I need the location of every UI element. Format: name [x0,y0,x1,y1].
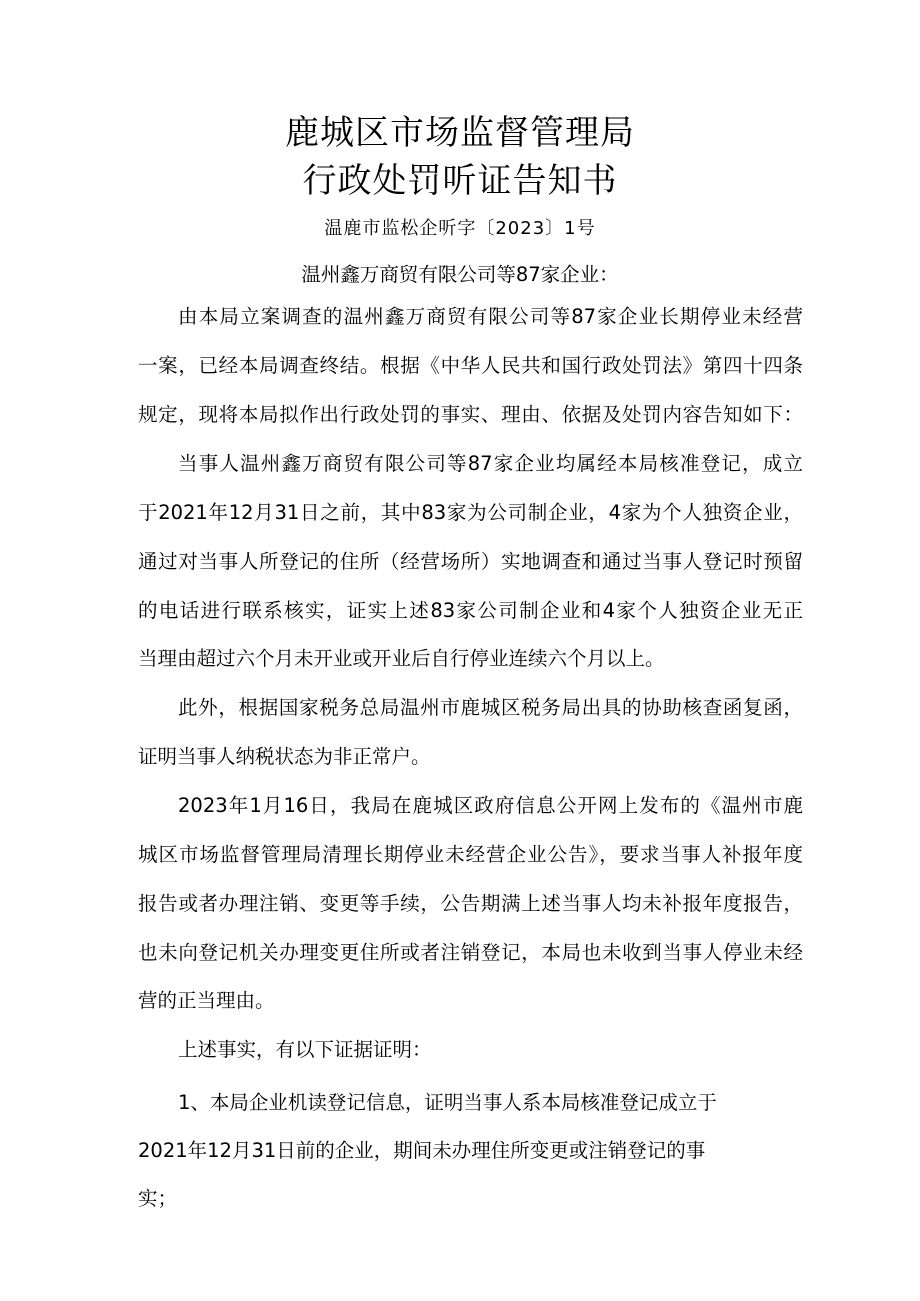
salutation: 温州鑫万商贸有限公司等87家企业： [301,263,619,286]
paragraph-line: 营的正当理由。 [138,989,275,1012]
evidence-item-line: 1、本局企业机读登记信息，证明当事人系本局核准登记成立于 [178,1091,717,1114]
paragraph-line: 也未向登记机关办理变更住所或者注销登记，本局也未收到当事人停业未经 [138,941,803,964]
paragraph-line: 通过对当事人所登记的住所（经营场所）实地调查和通过当事人登记时预留 [138,550,803,573]
paragraph-line: 当理由超过六个月未开业或开业后自行停业连续六个月以上。 [138,647,665,670]
document-title-line-1: 鹿城区市场监督管理局 [285,113,635,153]
paragraph-line: 于2021年12月31日之前，其中83家为公司制企业，4家为个人独资企业， [138,501,803,524]
evidence-item-line: 2021年12月31日前的企业，期间未办理住所变更或注销登记的事 [138,1139,706,1162]
document-number: 温鹿市监松企听字〔2023〕1号 [324,218,596,239]
paragraph-line: 由本局立案调查的温州鑫万商贸有限公司等87家企业长期停业未经营 [178,305,803,328]
paragraph-line: 一案，已经本局调查终结。根据《中华人民共和国行政处罚法》第四十四条 [138,354,803,377]
paragraph-line: 的电话进行联系核实，证实上述83家公司制企业和4家个人独资企业无正 [138,599,803,622]
paragraph-line: 报告或者办理注销、变更等手续，公告期满上述当事人均未补报年度报告， [138,892,803,915]
paragraph-line: 当事人温州鑫万商贸有限公司等87家企业均属经本局核准登记，成立 [178,452,803,475]
document-title-line-2: 行政处罚听证告知书 [302,161,618,201]
paragraph-line: 2023年1月16日，我局在鹿城区政府信息公开网上发布的《温州市鹿 [178,794,803,817]
paragraph-line: 规定，现将本局拟作出行政处罚的事实、理由、依据及处罚内容告知如下： [138,403,803,426]
evidence-item-line: 实； [138,1187,178,1210]
paragraph-line: 此外，根据国家税务总局温州市鹿城区税务局出具的协助核查函复函， [178,696,803,719]
paragraph-line: 上述事实，有以下证据证明： [178,1038,432,1061]
paragraph-line: 证明当事人纳税状态为非正常户。 [138,745,431,768]
paragraph-line: 城区市场监督管理局清理长期停业未经营企业公告》，要求当事人补报年度 [138,843,803,866]
